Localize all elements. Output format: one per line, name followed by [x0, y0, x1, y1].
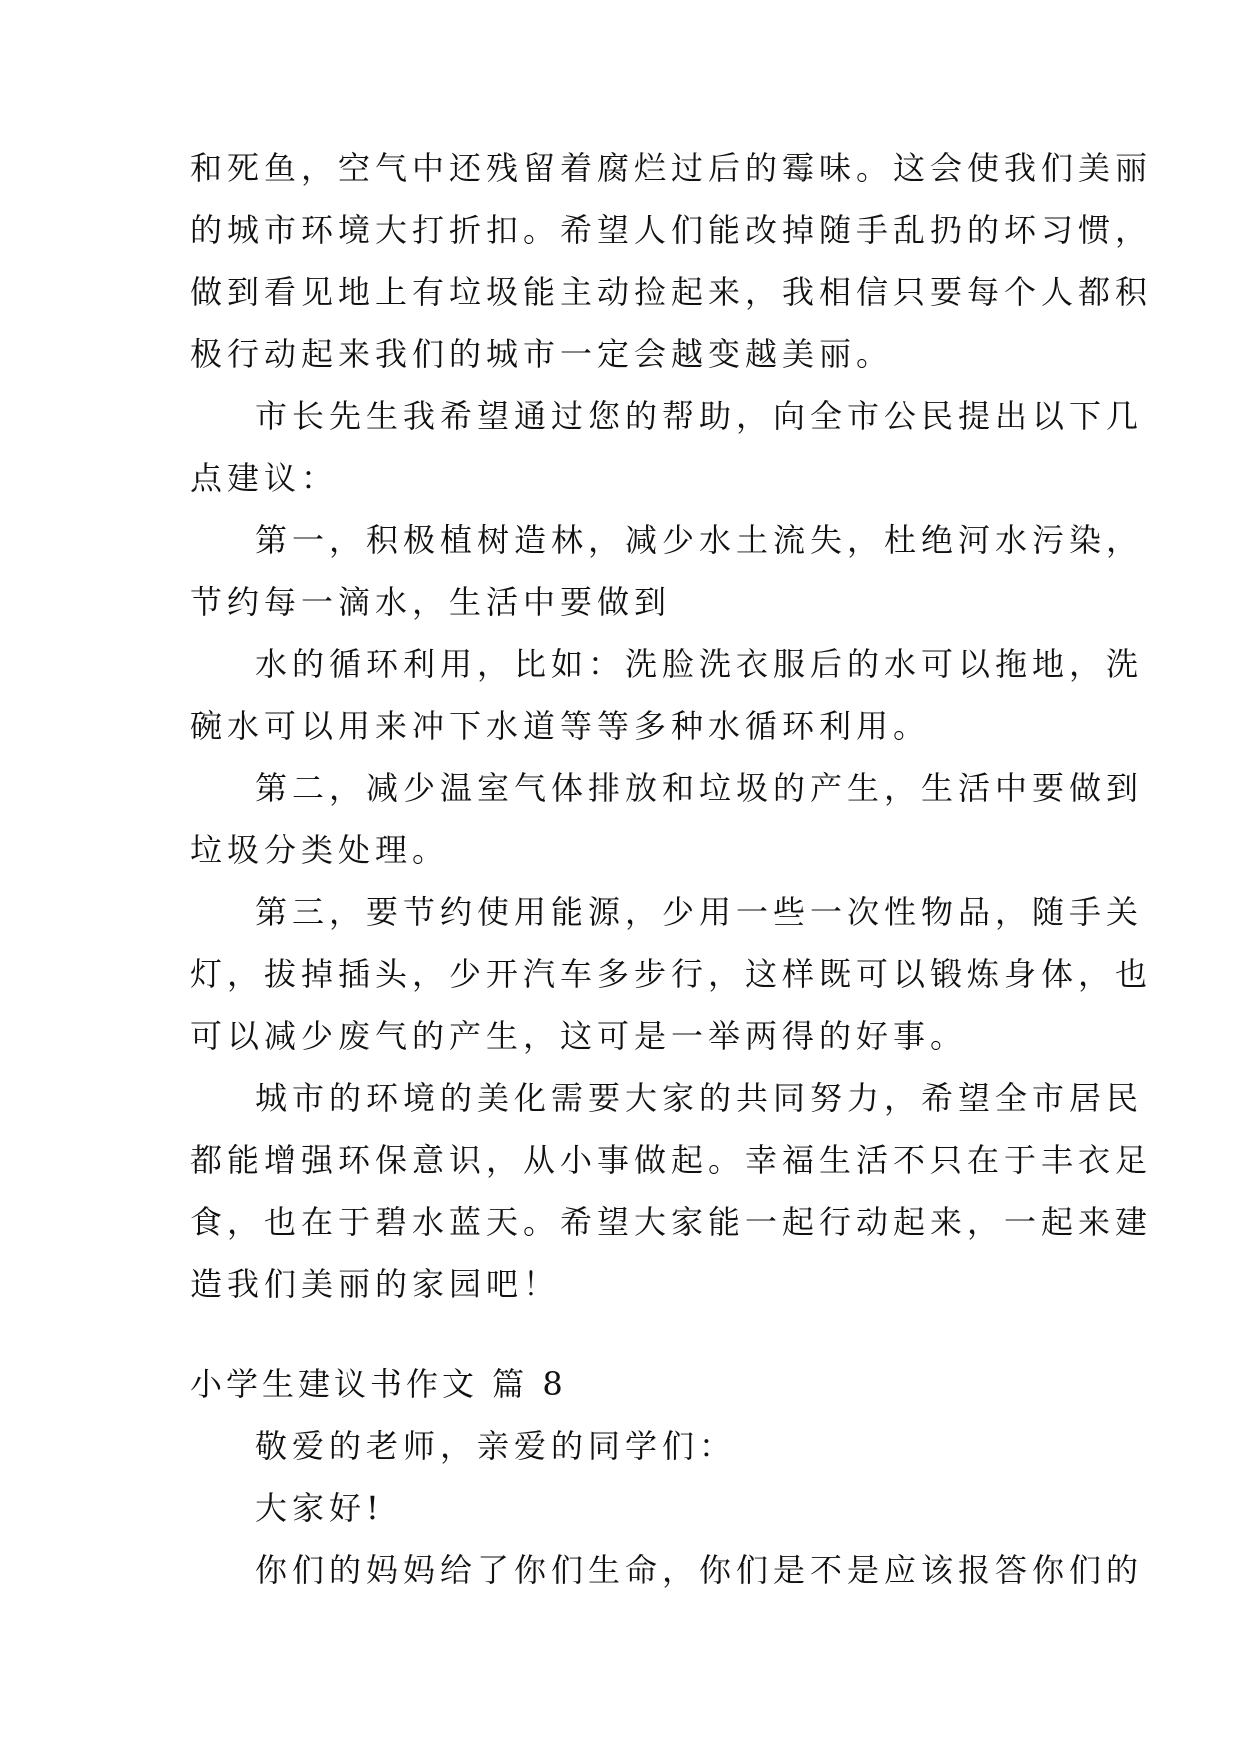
body-text-line: 第一，积极植树造林，减少水土流失，杜绝河水污染， — [255, 521, 1144, 559]
salutation-line: 敬爱的老师，亲爱的同学们： — [255, 1427, 737, 1465]
body-text-line: 极行动起来我们的城市一定会越变越美丽。 — [190, 335, 894, 373]
body-text-line: 都能增强环保意识，从小事做起。幸福生活不只在于丰衣足 — [190, 1141, 1153, 1179]
body-text-line: 市长先生我希望通过您的帮助，向全市公民提出以下几 — [255, 397, 1144, 435]
body-text-line: 可以减少废气的产生，这可是一举两得的好事。 — [190, 1017, 968, 1055]
body-text-line: 垃圾分类处理。 — [190, 831, 450, 869]
body-text-line: 城市的环境的美化需要大家的共同努力，希望全市居民 — [255, 1079, 1144, 1117]
body-text-line: 碗水可以用来冲下水道等等多种水循环利用。 — [190, 707, 931, 745]
body-text-line: 灯，拔掉插头，少开汽车多步行，这样既可以锻炼身体，也 — [190, 955, 1153, 993]
body-text-line: 点建议： — [190, 459, 339, 497]
body-text-line: 食，也在于碧水蓝天。希望大家能一起行动起来，一起来建 — [190, 1203, 1153, 1241]
body-text-line: 第二，减少温室气体排放和垃圾的产生，生活中要做到 — [255, 769, 1144, 807]
body-text-line: 节约每一滴水，生活中要做到 — [190, 583, 672, 621]
body-text-line: 你们的妈妈给了你们生命，你们是不是应该报答你们的 — [255, 1551, 1144, 1589]
body-text-line: 和死鱼，空气中还残留着腐烂过后的霉味。这会使我们美丽 — [190, 149, 1153, 187]
body-text-line: 水的循环利用，比如：洗脸洗衣服后的水可以拖地，洗 — [255, 645, 1144, 683]
body-text-line: 第三，要节约使用能源，少用一些一次性物品，随手关 — [255, 893, 1144, 931]
body-text-line: 做到看见地上有垃圾能主动捡起来，我相信只要每个人都积 — [190, 273, 1153, 311]
greeting-line: 大家好! — [255, 1489, 384, 1527]
body-text-line: 的城市环境大打折扣。希望人们能改掉随手乱扔的坏习惯， — [190, 211, 1153, 249]
section-heading: 小学生建议书作文 篇 8 — [190, 1365, 567, 1403]
body-text-line: 造我们美丽的家园吧！ — [190, 1265, 561, 1303]
